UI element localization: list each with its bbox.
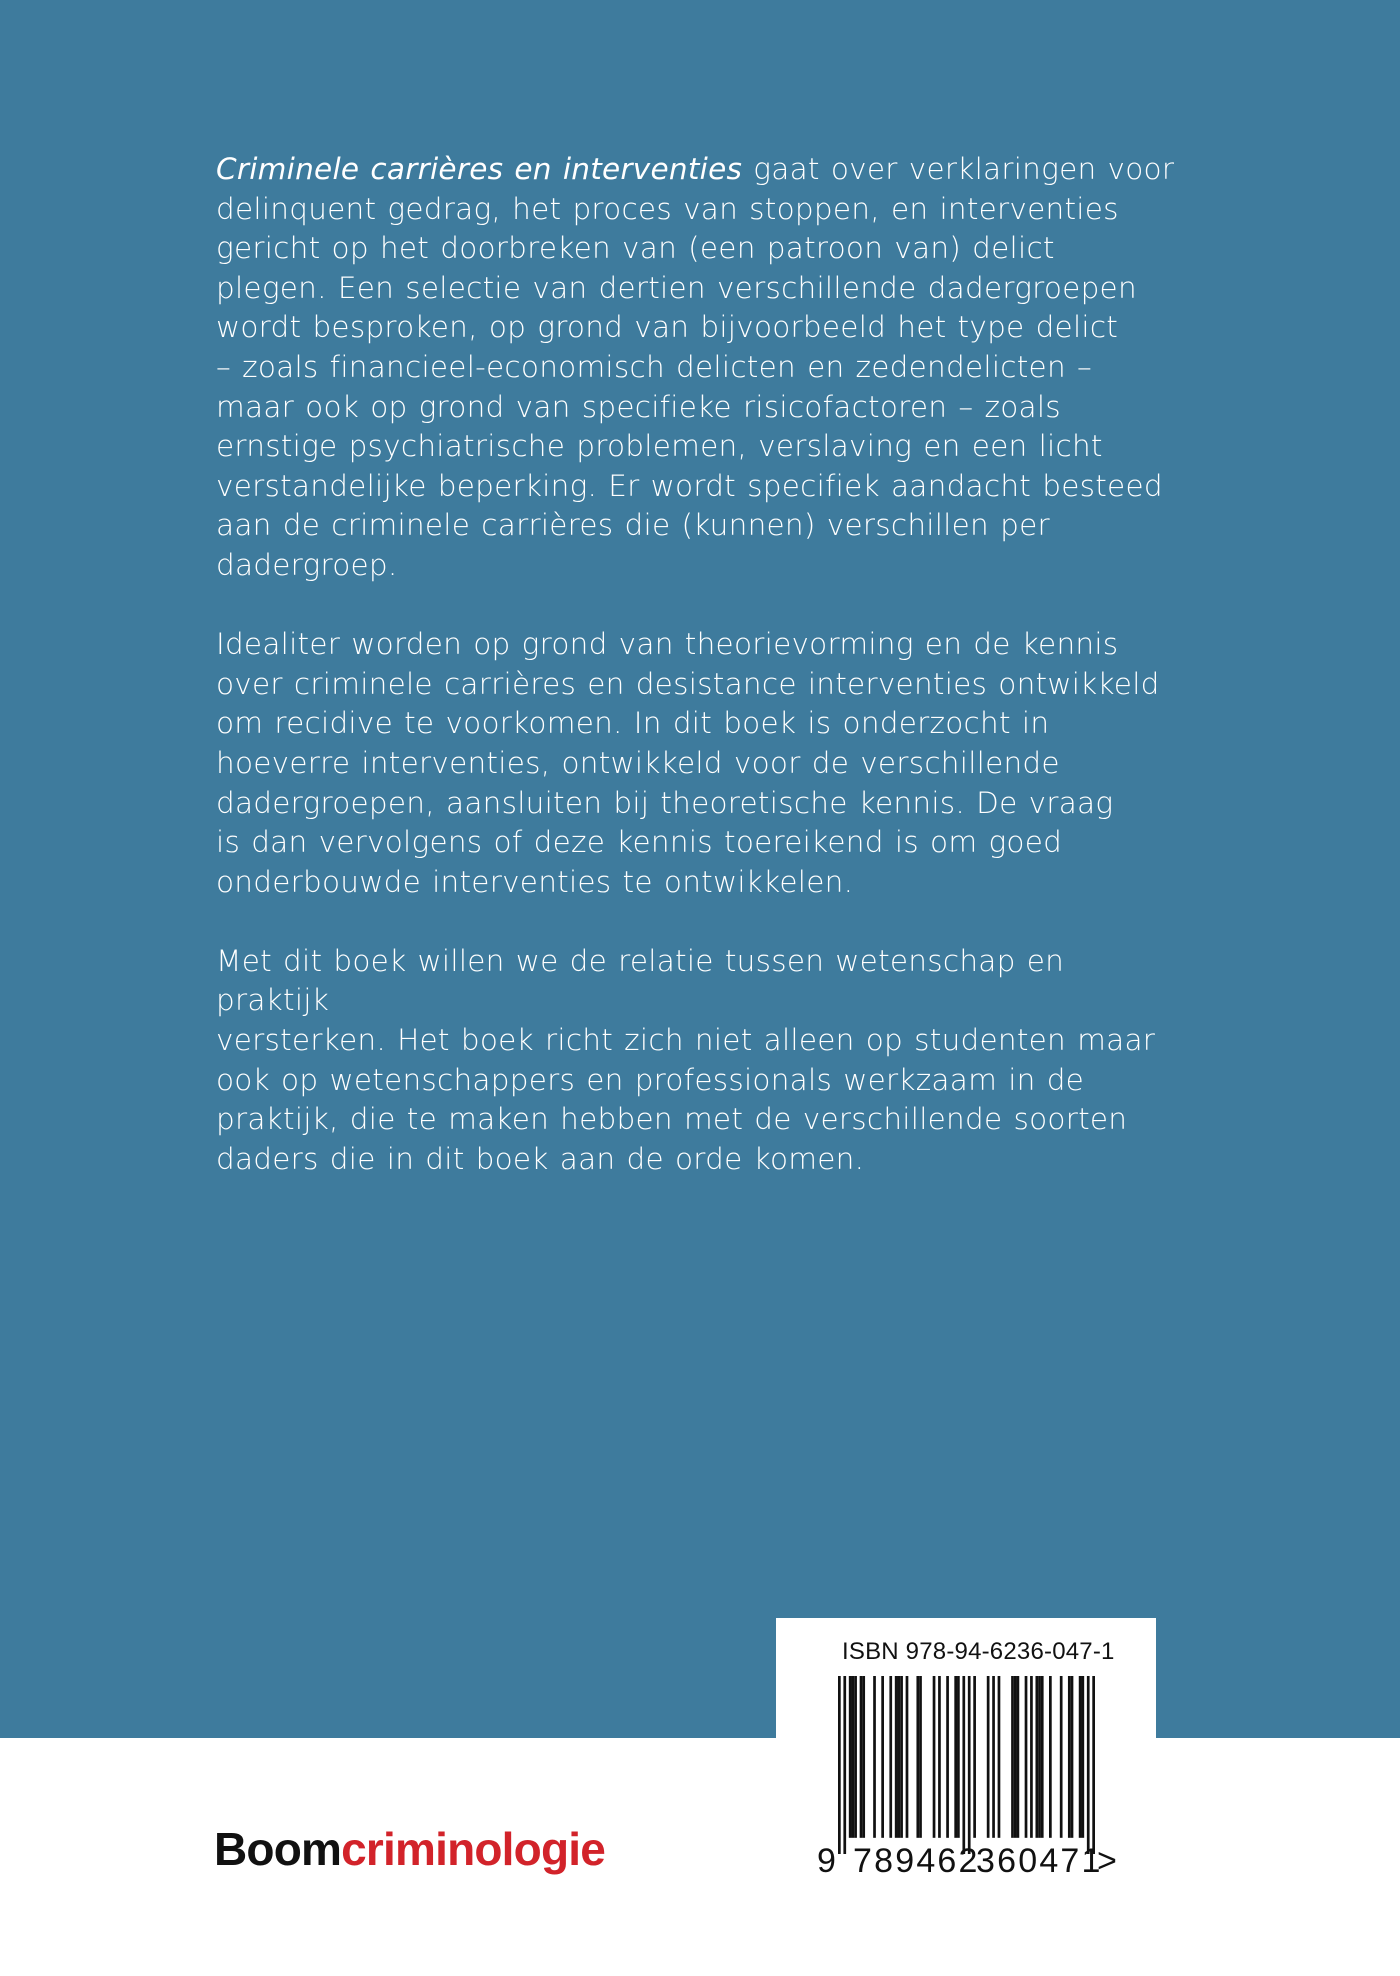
barcode-bar bbox=[1060, 1676, 1063, 1838]
blurb-paragraph-1-text: gaat over verklaringen voor delinquent gedrag, het proces van stoppen, en interventies gericht op het doorbreken van (een patroon van) delict plegen. Een selectie van dertien verschillende dadergroepen wordt besproken, op grond van bijvoorbeeld het type delict – zoals financieel-economisch delicten en zedendelicten – maar ook op grond van specifieke risicofactoren – zoals ernstige psychiatrische problemen, verslaving en een licht verstandelijke beperking. Er wordt specifiek aandacht besteed aan de criminele carrières die (kunnen) verschillen per dadergroep. bbox=[216, 152, 1175, 582]
ean-barcode bbox=[838, 1676, 1095, 1854]
barcode-bar bbox=[873, 1676, 876, 1838]
barcode-bar bbox=[1049, 1676, 1052, 1838]
barcode-bar bbox=[1081, 1676, 1084, 1838]
barcode-bar bbox=[1030, 1676, 1033, 1838]
blurb-paragraph-2: Idealiter worden op grond van theorievorming en de kennis over criminele carrières en desistance interventies ontwikkeld om recidive te voorkomen. In dit boek is onderzocht in hoeverre interventies, ontwikkeld voor de verschillende dadergroepen, aansluiten bij theoretische kennis. De vraag is dan vervolgens of deze kennis toereikend is om goed onderbouwde interventies te ontwikkelen. bbox=[216, 627, 1160, 899]
barcode-bar bbox=[860, 1676, 863, 1838]
back-cover-blurb bbox=[216, 150, 1176, 1219]
barcode-bar bbox=[1017, 1676, 1020, 1838]
logo-criminologie: criminologie bbox=[341, 1823, 606, 1875]
barcode-bar bbox=[898, 1676, 901, 1838]
barcode-bar bbox=[987, 1676, 990, 1838]
publisher-logo bbox=[214, 1823, 606, 1875]
barcode-bar bbox=[933, 1676, 936, 1838]
ean-right-digits: 360471 bbox=[976, 1842, 1103, 1880]
barcode-bar bbox=[1092, 1676, 1095, 1854]
barcode-bar bbox=[852, 1676, 855, 1838]
barcode-bar bbox=[843, 1676, 846, 1854]
barcode-bar bbox=[900, 1676, 903, 1838]
barcode-bar bbox=[1025, 1676, 1028, 1838]
barcode-bar bbox=[849, 1676, 852, 1838]
barcode-bar bbox=[973, 1676, 976, 1838]
barcode-bar bbox=[854, 1676, 857, 1838]
barcode-bar bbox=[916, 1676, 919, 1838]
barcode-bar bbox=[1079, 1676, 1082, 1838]
barcode-bar bbox=[1035, 1676, 1038, 1838]
barcode-bar bbox=[881, 1676, 884, 1838]
barcode-bar bbox=[1071, 1676, 1074, 1838]
barcode-bar bbox=[957, 1676, 960, 1838]
ean-quiet-zone-mark: > bbox=[1097, 1842, 1117, 1880]
isbn-label: ISBN 978-94-6236-047-1 bbox=[842, 1638, 1115, 1665]
barcode-bar bbox=[889, 1676, 892, 1838]
barcode-bar bbox=[1087, 1676, 1090, 1854]
book-title-italic: Criminele carrières en interventies bbox=[216, 152, 743, 186]
logo-boom: Boom bbox=[214, 1823, 342, 1875]
ean-first-digit: 9 bbox=[817, 1842, 836, 1880]
barcode-bar bbox=[962, 1676, 965, 1854]
barcode-bar bbox=[906, 1676, 909, 1838]
barcode-bar bbox=[954, 1676, 957, 1838]
barcode-bar bbox=[938, 1676, 941, 1838]
barcode-bar bbox=[968, 1676, 971, 1854]
ean-left-digits: 789462 bbox=[853, 1842, 980, 1880]
barcode-bar bbox=[919, 1676, 922, 1838]
barcode-bar bbox=[838, 1676, 841, 1854]
barcode-bar bbox=[1011, 1676, 1014, 1838]
barcode-bar bbox=[946, 1676, 949, 1838]
barcode-bar bbox=[862, 1676, 865, 1838]
barcode-bar bbox=[895, 1676, 898, 1838]
barcode-bar bbox=[992, 1676, 995, 1838]
barcode-bar bbox=[998, 1676, 1001, 1838]
barcode-bar bbox=[1038, 1676, 1041, 1838]
barcode-bar bbox=[1014, 1676, 1017, 1838]
barcode-bar bbox=[1068, 1676, 1071, 1838]
barcode-bar bbox=[1041, 1676, 1044, 1838]
blurb-paragraph-3: Met dit boek willen we de relatie tussen wetenschap en praktijk versterken. Het boek richt zich niet alleen op studenten maar ook op wetenschappers en professionals werkzaam in de praktijk, die te maken hebben met de verschillende soorten daders die in dit boek aan de orde komen. bbox=[216, 943, 1156, 1176]
blurb-paragraph-1 bbox=[216, 150, 1176, 586]
